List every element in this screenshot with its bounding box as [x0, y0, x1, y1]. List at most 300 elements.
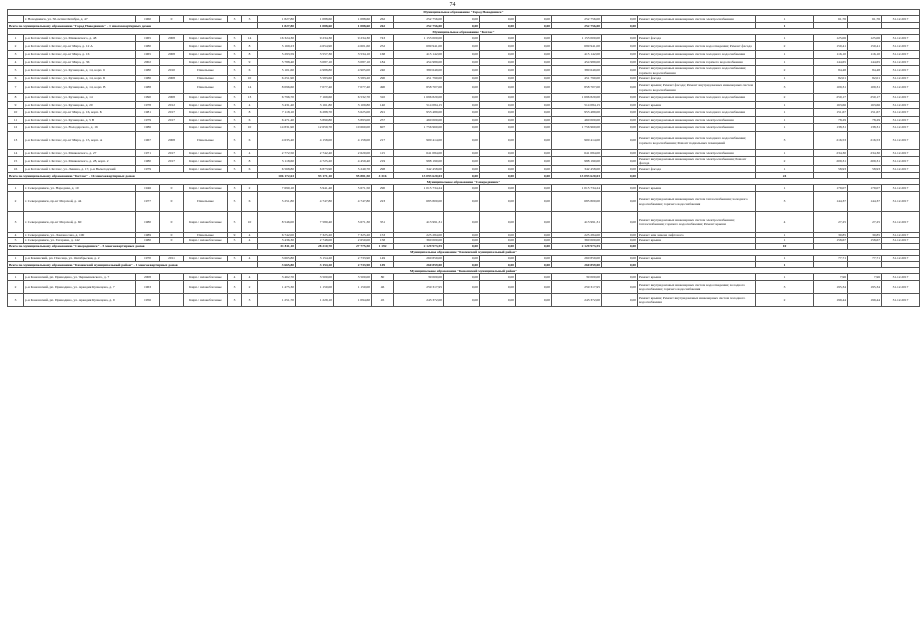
living-area: 5 890,80 — [296, 116, 334, 123]
owners-cost: 252 756,00 — [552, 16, 602, 23]
address: р-н Котласский г. Котлас, ул. Кузнецова, д. 20 — [24, 102, 136, 109]
residents: 46 — [372, 281, 394, 294]
total-label: Всего по муниципальному образованию "Северодвинск" - 5 многоквартирных домов — [8, 243, 258, 249]
work-count: 2 — [756, 156, 814, 165]
entrances: 10 — [242, 123, 258, 131]
living-area: 7 077,40 — [296, 82, 334, 93]
unit-cost-1: 84,48 — [814, 66, 848, 75]
row-number: 3 — [8, 50, 24, 58]
living-area: 6 873,90 — [296, 166, 334, 173]
fund-4: 0,00 — [602, 132, 638, 150]
total-area: 1 827,80 — [258, 16, 296, 23]
year-last-repair: 2008 — [160, 75, 184, 82]
owners-cost: 415 142,00 — [552, 50, 602, 58]
repair-cost: 415 142,00 — [394, 50, 444, 58]
fund-4: 0,00 — [602, 166, 638, 173]
unit-cost-1: 216,53 — [814, 132, 848, 150]
table-row — [8, 274, 920, 281]
unit-cost-1: 125,06 — [814, 35, 848, 42]
unit-cost-1: 209,31 — [814, 156, 848, 165]
fund-3: 0,00 — [516, 109, 552, 116]
living-area: 3 557,30 — [296, 50, 334, 58]
address: р-н Котласский г. Котлас, ул. Кузнецова, д. 14 — [24, 93, 136, 101]
repair-cost: 685 800,00 — [394, 192, 444, 211]
completion-date: 31.12.2017 — [882, 274, 920, 281]
repair-schedule-table — [7, 9, 920, 307]
unit-cost-2: 30,85 — [848, 233, 882, 238]
owners-cost: 988 190,00 — [552, 156, 602, 165]
year-built: 1977 — [136, 192, 160, 211]
year-last-repair: 0 — [160, 238, 184, 243]
year-last-repair: 0 — [160, 16, 184, 23]
wall-material: Кирп./ шлакоблочные — [184, 156, 228, 165]
entrances: 10 — [242, 75, 258, 82]
total-area: 5 169,23 — [258, 42, 296, 50]
total-fund-2: 0,00 — [480, 262, 516, 268]
residents: 290 — [372, 75, 394, 82]
year-built: 1988 — [136, 82, 160, 93]
total-area-2: 93 171,10 — [296, 173, 334, 179]
residential-area: 3 534,10 — [334, 50, 372, 58]
work-count: 1 — [756, 58, 814, 66]
unit-cost-1: 158,67 — [814, 238, 848, 243]
unit-cost-1: 30,85 — [814, 233, 848, 238]
living-area: 6 288,70 — [296, 109, 334, 116]
completion-date: 31.12.2017 — [882, 192, 920, 211]
owners-cost: 1 153 000,00 — [552, 35, 602, 42]
table-row — [8, 109, 920, 116]
unit-cost-2: 195,34 — [848, 281, 882, 294]
floors: 5 — [228, 50, 242, 58]
residential-area: 1 150,00 — [334, 281, 372, 294]
row-number: 16 — [8, 166, 24, 173]
address: р-н Котласский г. Котлас, ул. Кузнецова, д. 14, корп. В — [24, 82, 136, 93]
year-built: 1970 — [136, 255, 160, 262]
address: р-н Котласский г. Котлас, ул. Маяковского, д. 27 — [24, 150, 136, 157]
total-area: 16 324,30 — [258, 35, 296, 42]
fund-1: 0,00 — [444, 192, 480, 211]
work-count: 3 — [756, 192, 814, 211]
unit-cost-1: 151,67 — [814, 109, 848, 116]
work-type: Ремонт внутридомовых инженерных систем электроснабжения; Ремонт фасада — [638, 156, 756, 165]
work-count: 1 — [756, 238, 814, 243]
residential-area: 2 733,90 — [334, 255, 372, 262]
year-last-repair: 2011 — [160, 255, 184, 262]
living-area: 7 580,40 — [296, 211, 334, 233]
work-type: Ремонт внутридомовых инженерных систем водоотведения; Ремонт фасада — [638, 42, 756, 50]
fund-2: 0,00 — [480, 50, 516, 58]
completion-date: 31.12.2017 — [882, 102, 920, 109]
year-last-repair: 2017 — [160, 150, 184, 157]
fund-1: 0,00 — [444, 42, 480, 50]
residential-area: 4 747,80 — [334, 192, 372, 211]
total-area: 5 251,80 — [258, 192, 296, 211]
work-type: Ремонт внутридомовых инженерных систем электроснабжения — [638, 116, 756, 123]
residential-area: 5 583,20 — [334, 75, 372, 82]
year-last-repair: 0 — [160, 211, 184, 233]
fund-3: 0,00 — [516, 132, 552, 150]
wall-material: Панельные — [184, 233, 228, 238]
residential-area: 2 620,00 — [334, 150, 372, 157]
fund-1: 0,00 — [444, 255, 480, 262]
year-built: 1963 — [136, 281, 160, 294]
year-last-repair: 2008 — [160, 35, 184, 42]
completion-date: 31.12.2017 — [882, 93, 920, 101]
total-area-1: 1 827,80 — [258, 23, 296, 29]
fund-1: 0,00 — [444, 66, 480, 75]
fund-1: 0,00 — [444, 238, 480, 243]
fund-1: 0,00 — [444, 166, 480, 173]
wall-material: Кирп./ шлакоблочные — [184, 211, 228, 233]
wall-material: Кирп./ шлакоблочные — [184, 185, 228, 192]
work-type: Ремонт внутридомовых инженерных систем горячего водоснабжения — [638, 58, 756, 66]
fund-1: 0,00 — [444, 156, 480, 165]
repair-cost: 1 015 734,24 — [394, 185, 444, 192]
fund-2: 0,00 — [480, 294, 516, 307]
total-area: 3 431,40 — [258, 102, 296, 109]
fund-1: 0,00 — [444, 58, 480, 66]
residential-area: 10 660,00 — [334, 123, 372, 131]
residents: 140 — [372, 102, 394, 109]
unit-cost-2: 158,67 — [848, 238, 882, 243]
owners-cost: 259 317,95 — [552, 281, 602, 294]
work-type: Ремонт крыши; Ремонт внутридомовых инженерных систем холодного водоснабжения — [638, 294, 756, 307]
unit-cost-1: 250,17 — [814, 93, 848, 101]
year-built: 1979 — [136, 166, 160, 173]
unit-cost-1: 116,10 — [814, 50, 848, 58]
fund-3: 0,00 — [516, 150, 552, 157]
row-number: 3 — [8, 294, 24, 307]
work-type: Ремонт фасада — [638, 35, 756, 42]
table-row — [8, 156, 920, 165]
residents: 153 — [372, 233, 394, 238]
year-last-repair: 2017 — [160, 109, 184, 116]
fund-1: 0,00 — [444, 16, 480, 23]
wall-material: Кирп./ шлакоблочные — [184, 255, 228, 262]
residents: 257 — [372, 116, 394, 123]
repair-cost: 380 649,00 — [394, 66, 444, 75]
total-area: 7 118,10 — [258, 109, 296, 116]
fund-2: 0,00 — [480, 66, 516, 75]
entrances: 3 — [242, 16, 258, 23]
unit-cost-2: 7,96 — [848, 274, 882, 281]
unit-cost-2: 61,76 — [848, 16, 882, 23]
floors: 5 — [228, 255, 242, 262]
repair-cost: 252 756,00 — [394, 16, 444, 23]
entrances: 13 — [242, 93, 258, 101]
entrances: 3 — [242, 294, 258, 307]
residential-area: 6 532,70 — [334, 93, 372, 101]
floors: 3 — [228, 16, 242, 23]
residents: 184 — [372, 58, 394, 66]
unit-cost-1: 199,44 — [814, 294, 848, 307]
total-cost-owners: 2 129 973,55 — [552, 243, 602, 249]
residential-area: 4 601,60 — [334, 42, 372, 50]
table-row — [8, 281, 920, 294]
completion-date: 31.12.2017 — [882, 211, 920, 233]
unit-cost-2: 151,67 — [848, 109, 882, 116]
work-type: Ремонт внутридомовых инженерных систем холодного водоснабжения — [638, 50, 756, 58]
year-built: 1986 — [136, 75, 160, 82]
fund-2: 0,00 — [480, 102, 516, 109]
fund-2: 0,00 — [480, 156, 516, 165]
residential-area: 4 459,40 — [334, 156, 372, 165]
living-area: 4 654,90 — [296, 42, 334, 50]
table-row — [8, 42, 920, 50]
entrances: 6 — [242, 166, 258, 173]
total-fund-4: 0,00 — [602, 262, 638, 268]
year-last-repair — [160, 274, 184, 281]
fund-1: 0,00 — [444, 294, 480, 307]
work-count: 3 — [756, 82, 814, 93]
fund-1: 0,00 — [444, 185, 480, 192]
completion-date: 31.12.2017 — [882, 233, 920, 238]
completion-date: 31.12.2017 — [882, 185, 920, 192]
table-row — [8, 102, 920, 109]
unit-cost-2: 77,71 — [848, 255, 882, 262]
unit-cost-2: 138,31 — [848, 123, 882, 131]
total-cost-owners: 252 756,00 — [552, 23, 602, 29]
work-type: Ремонт внутридомовых инженерных систем водоотведения; холодного водоснабжения; горячего водоснабжения — [638, 281, 756, 294]
owners-cost: 225 284,00 — [552, 233, 602, 238]
fund-3: 0,00 — [516, 35, 552, 42]
living-area: 5 941,40 — [296, 185, 334, 192]
work-count: 1 — [756, 35, 814, 42]
living-area: 4 747,80 — [296, 192, 334, 211]
repair-cost: 243 372,00 — [394, 294, 444, 307]
owners-cost: 699 941,00 — [552, 42, 602, 50]
work-count: 1 — [756, 116, 814, 123]
work-type: Ремонт внутридомовых инженерных систем электроснабжения — [638, 16, 756, 23]
total-fund-2: 0,00 — [480, 243, 516, 249]
year-built: 1980 — [136, 66, 160, 75]
fund-1: 0,00 — [444, 109, 480, 116]
fund-3: 0,00 — [516, 185, 552, 192]
unit-cost-2: 209,31 — [848, 156, 882, 165]
residents: 310 — [372, 93, 394, 101]
fund-3: 0,00 — [516, 58, 552, 66]
year-built: 2008 — [136, 274, 160, 281]
residents: 219 — [372, 156, 394, 165]
year-last-repair — [160, 281, 184, 294]
unit-cost-2: 82,01 — [848, 75, 882, 82]
address: р-н Котласский г. Котлас, ул. Кузнецова, д. 14, корп. Б — [24, 75, 136, 82]
total-residents: 262 — [372, 23, 394, 29]
page-number: 74 — [449, 2, 456, 8]
fund-4: 0,00 — [602, 75, 638, 82]
completion-date: 31.12.2017 — [882, 166, 920, 173]
owners-cost: 460 000,00 — [552, 116, 602, 123]
address: р-н Каменский, рп. Плесецк, ул. Октябрьская, д. 2 — [24, 255, 136, 262]
section-title: Муниципальное образование "Котлас" — [8, 29, 920, 35]
floors: 5 — [228, 42, 242, 50]
fund-3: 0,00 — [516, 102, 552, 109]
fund-1: 0,00 — [444, 150, 480, 157]
fund-2: 0,00 — [480, 281, 516, 294]
table-row — [8, 255, 920, 262]
fund-4: 0,00 — [602, 42, 638, 50]
total-work-count: 1 — [756, 23, 814, 29]
year-built: 1989 — [136, 233, 160, 238]
entrances: 4 — [242, 233, 258, 238]
year-built: 1980 — [136, 42, 160, 50]
year-built: 1980 — [136, 156, 160, 165]
residential-area: 4 905,00 — [334, 66, 372, 75]
repair-cost: 858 707,00 — [394, 82, 444, 93]
year-built: 1965 — [136, 35, 160, 42]
total-area: 7 690,10 — [258, 185, 296, 192]
total-area-1: 3 665,80 — [258, 262, 296, 268]
fund-4: 0,00 — [602, 274, 638, 281]
unit-cost-2: 125,06 — [848, 35, 882, 42]
completion-date: 31.12.2017 — [882, 238, 920, 243]
fund-4: 0,00 — [602, 50, 638, 58]
fund-3: 0,00 — [516, 16, 552, 23]
unit-cost-2: 109,31 — [848, 82, 882, 93]
residential-area: 1 088,60 — [334, 16, 372, 23]
year-built: 1980 — [136, 211, 160, 233]
total-cost: 252 756,00 — [394, 23, 444, 29]
repair-cost: 259 317,95 — [394, 281, 444, 294]
unit-cost-1: 61,76 — [814, 16, 848, 23]
total-area: 3 462,70 — [258, 274, 296, 281]
wall-material: Кирп./ шлакоблочные — [184, 150, 228, 157]
wall-material: Кирп./ шлакоблочные — [184, 42, 228, 50]
total-label: Всего по муниципальному образованию "Котлас" - 16 многоквартирных домов — [8, 173, 258, 179]
total-area: 5 293,59 — [258, 50, 296, 58]
residential-area: 5 671,30 — [334, 211, 372, 233]
living-area: 4 988,80 — [296, 66, 334, 75]
wall-material: Панельные — [184, 132, 228, 150]
fund-2: 0,00 — [480, 150, 516, 157]
wall-material: Кирп./ шлакоблочные — [184, 102, 228, 109]
entrances: 8 — [242, 109, 258, 116]
entrances: 4 — [242, 238, 258, 243]
work-count: 1 — [756, 123, 814, 131]
wall-material: Кирп./ шлакоблочные — [184, 123, 228, 131]
fund-4: 0,00 — [602, 211, 638, 233]
table-row — [8, 192, 920, 211]
residents: 115 — [372, 150, 394, 157]
living-area: 3 154,20 — [296, 255, 334, 262]
fund-1: 0,00 — [444, 35, 480, 42]
work-type: Ремонт крыши — [638, 238, 756, 243]
completion-date: 31.12.2017 — [882, 294, 920, 307]
year-built: 1971 — [136, 150, 160, 157]
row-number: 6 — [8, 75, 24, 82]
year-last-repair: 2012 — [160, 102, 184, 109]
address: р-н Котласский г. Котлас, пр-кт Мира, д. 15, корп. А — [24, 132, 136, 150]
work-count: 2 — [756, 294, 814, 307]
total-area: 5 101,60 — [258, 66, 296, 75]
floors: 5 — [228, 109, 242, 116]
residents: 45 — [372, 294, 394, 307]
entrances: 8 — [242, 50, 258, 58]
total-fund-4: 0,00 — [602, 173, 638, 179]
work-count: 1 — [756, 50, 814, 58]
year-last-repair: 2017 — [160, 156, 184, 165]
unit-cost-2: 27,25 — [848, 211, 882, 233]
residents: 262 — [372, 16, 394, 23]
work-type: Ремонт фасада — [638, 166, 756, 173]
repair-cost: 988 190,00 — [394, 156, 444, 165]
wall-material: Кирп./ шлакоблочные — [184, 238, 228, 243]
year-built: 1960 — [136, 16, 160, 23]
repair-cost: 460 000,00 — [394, 116, 444, 123]
wall-material: Кирп./ шлакоблочные — [184, 294, 228, 307]
total-work-count: 1 — [756, 262, 814, 268]
year-last-repair: 2017 — [160, 116, 184, 123]
section-title: Муниципальное образование "Город Новодвинск" — [8, 10, 920, 16]
residential-area: 5 893,00 — [334, 116, 372, 123]
work-type: Ремонт крыши — [638, 185, 756, 192]
address: р-н Котласский г. Котлас, ул. Володарского, д. 16 — [24, 123, 136, 131]
floors: 5 — [228, 75, 242, 82]
wall-material: Кирп./ шлакоблочные — [184, 116, 228, 123]
fund-3: 0,00 — [516, 50, 552, 58]
residents: 252 — [372, 42, 394, 50]
entrances: 10 — [242, 211, 258, 233]
fund-2: 0,00 — [480, 116, 516, 123]
living-area: 1 229,10 — [296, 294, 334, 307]
fund-1: 0,00 — [444, 274, 480, 281]
address: р-н Котласский г. Котлас, пр-кт Мира, д. 16, корп. Б — [24, 109, 136, 116]
total-fund-3: 0,00 — [516, 243, 552, 249]
year-last-repair — [160, 166, 184, 173]
residential-area: 5 671,50 — [334, 185, 372, 192]
work-type: Ремонт или замена лифтового — [638, 233, 756, 238]
address: г. Северодвинск, ул. Ломоносова, д. 100 — [24, 233, 136, 238]
entrances: 4 — [242, 102, 258, 109]
fund-3: 0,00 — [516, 42, 552, 50]
fund-4: 0,00 — [602, 16, 638, 23]
work-count: 4 — [756, 211, 814, 233]
address: р-н Котласский г. Котлас, пр-кт Мира, д. 16 — [24, 50, 136, 58]
table-row — [8, 35, 920, 42]
table-row — [8, 211, 920, 233]
completion-date: 31.12.2017 — [882, 82, 920, 93]
total-area: 2 772,50 — [258, 150, 296, 157]
residents: 217 — [372, 132, 394, 150]
entrances: 9 — [242, 58, 258, 66]
year-built: 1946 — [136, 185, 160, 192]
year-last-repair — [160, 123, 184, 131]
floors: 5 — [228, 116, 242, 123]
total-area-3: 1 088,60 — [334, 23, 372, 29]
year-last-repair — [160, 42, 184, 50]
year-built: 1990 — [136, 93, 160, 101]
year-last-repair: 0 — [160, 185, 184, 192]
living-area: 9 234,30 — [296, 35, 334, 42]
total-fund-4: 0,00 — [602, 23, 638, 29]
wall-material: Панельные — [184, 82, 228, 93]
completion-date: 31.12.2017 — [882, 156, 920, 165]
total-area-2: 28 210,70 — [296, 243, 334, 249]
total-cost: 260 859,00 — [394, 262, 444, 268]
fund-3: 0,00 — [516, 123, 552, 131]
year-built: 1967 — [136, 132, 160, 150]
unit-cost-1: 144,65 — [814, 58, 848, 66]
fund-3: 0,00 — [516, 192, 552, 211]
total-area-1: 106 172,63 — [258, 173, 296, 179]
work-count: 1 — [756, 109, 814, 116]
owners-cost: 900 414,00 — [552, 132, 602, 150]
address: р-н Котласский г. Котлас, ул. Маяковского, д. 48 — [24, 35, 136, 42]
unit-cost-2: 163,66 — [848, 102, 882, 109]
unit-cost-2: 144,65 — [848, 58, 882, 66]
work-count: 2 — [756, 66, 814, 75]
row-number: 13 — [8, 132, 24, 150]
